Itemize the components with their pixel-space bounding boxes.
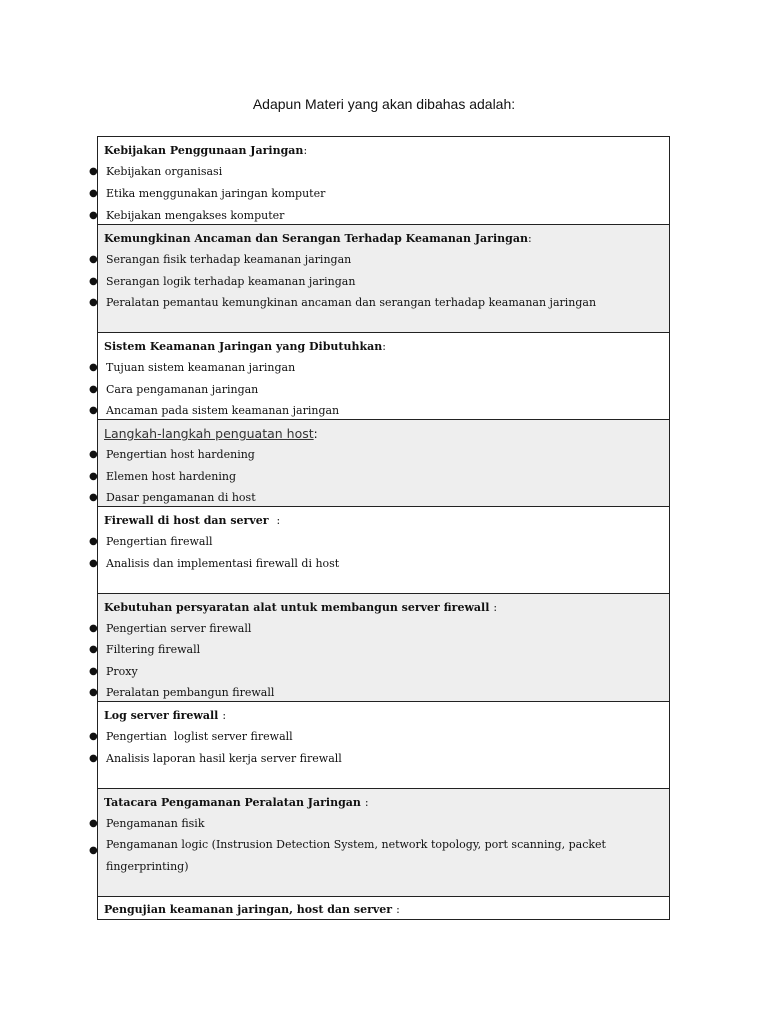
section-heading-text: Langkah-langkah penguatan host (104, 426, 314, 441)
section-heading (104, 796, 369, 809)
list-item-text: Serangan logik terhadap keamanan jaringan (106, 275, 356, 288)
page-title: Adapun Materi yang akan dibahas adalah: (252, 96, 516, 112)
section-heading (104, 709, 226, 722)
section-heading (104, 903, 400, 916)
section-heading-colon: : (382, 340, 386, 353)
bullet-icon: ● (89, 644, 98, 655)
list-item-text: Elemen host hardening (106, 470, 237, 483)
bullet-icon: ● (89, 536, 98, 547)
bullet-icon: ● (89, 623, 98, 634)
bullet-icon: ● (89, 405, 98, 416)
list-item-text: Kebijakan organisasi (106, 165, 223, 178)
section-heading-colon: : (527, 232, 532, 245)
list-item-text: Pengertian loglist server firewall (106, 730, 293, 743)
section-heading-colon: : (364, 796, 369, 809)
list-item-text: Peralatan pembangun firewall (106, 686, 275, 699)
list-item-text: Cara pengamanan jaringan (106, 383, 259, 396)
bullet-icon: ● (89, 276, 98, 287)
section-heading (104, 144, 307, 157)
list-item-text: Pengamanan fisik (106, 817, 205, 830)
list-item-text: Pengertian server firewall (106, 622, 252, 635)
list-item (89, 557, 340, 570)
bullet-icon: ● (89, 254, 98, 265)
section-heading-colon: : (313, 427, 318, 441)
list-item (89, 209, 285, 222)
section-heading (104, 426, 318, 441)
section-heading-text: Pengujian keamanan jaringan, host dan server (104, 903, 393, 916)
list-item (89, 404, 340, 417)
list-item-text: Pengertian firewall (106, 535, 213, 548)
bullet-icon: ● (89, 297, 98, 308)
list-item (89, 686, 275, 699)
list-item (89, 665, 138, 678)
list-item-text: Pengertian host hardening (106, 448, 255, 461)
list-item (89, 730, 293, 743)
section-heading-text: Sistem Keamanan Jaringan yang Dibutuhkan (104, 340, 383, 353)
list-item (89, 643, 201, 656)
list-item (89, 165, 223, 178)
section-heading-text: Tatacara Pengamanan Peralatan Jaringan (104, 796, 361, 809)
list-item (89, 817, 205, 830)
section-kebijakan-penggunaan (89, 137, 669, 224)
section-langkah-penguatan-host (89, 419, 669, 506)
list-item (89, 535, 213, 548)
list-item-text: Serangan fisik terhadap keamanan jaringan (106, 253, 352, 266)
section-heading (104, 514, 280, 527)
list-item-text: Filtering firewall (106, 643, 201, 656)
section-firewall-host-server (89, 506, 669, 593)
list-item (89, 622, 252, 635)
list-item (89, 470, 237, 483)
bullet-icon: ● (89, 818, 98, 829)
list-item (89, 296, 597, 309)
bullet-icon: ● (89, 166, 98, 177)
section-sistem-keamanan (89, 332, 669, 419)
list-item-text: Etika menggunakan jaringan komputer (106, 187, 326, 200)
list-item-text: Pengamanan logic (Instrusion Detection System, network topology, port scanning, packet fingerprinting) (106, 838, 606, 873)
list-item-text: Proxy (106, 665, 138, 678)
section-tatacara-pengamanan (89, 788, 669, 896)
section-heading-text: Kemungkinan Ancaman dan Serangan Terhadap Keamanan Jaringan (104, 232, 528, 245)
section-kemungkinan-ancaman (89, 224, 669, 332)
section-pengujian-keamanan (98, 896, 669, 919)
list-item-text: Analisis laporan hasil kerja server firewall (106, 752, 342, 765)
section-heading-text: Kebijakan Penggunaan Jaringan (104, 144, 304, 157)
section-heading-colon: : (493, 601, 498, 614)
bullet-icon: ● (89, 384, 98, 395)
bullet-icon: ● (89, 471, 98, 482)
list-item-text: Analisis dan implementasi firewall di host (106, 557, 340, 570)
list-item-text: Ancaman pada sistem keamanan jaringan (106, 404, 340, 417)
list-item (89, 448, 255, 461)
bullet-icon: ● (89, 731, 98, 742)
bullet-icon: ● (89, 666, 98, 677)
section-heading (104, 340, 386, 353)
bullet-icon: ● (89, 492, 98, 503)
list-item (89, 187, 326, 200)
list-item-text: Peralatan pemantau kemungkinan ancaman dan serangan terhadap keamanan jaringan (106, 296, 597, 309)
bullet-icon: ● (89, 362, 98, 373)
section-heading-colon: : (396, 903, 400, 916)
section-heading (104, 601, 497, 614)
bullet-icon: ● (89, 845, 98, 856)
list-item-text: Kebijakan mengakses komputer (106, 209, 285, 222)
section-log-server-firewall (89, 701, 669, 788)
section-heading-colon: : (276, 514, 281, 527)
bullet-icon: ● (89, 687, 98, 698)
list-item-text: Tujuan sistem keamanan jaringan (106, 361, 296, 374)
bullet-icon: ● (89, 210, 98, 221)
section-kebutuhan-persyaratan (89, 593, 669, 701)
list-item (89, 491, 256, 504)
list-item (89, 834, 661, 878)
bullet-icon: ● (89, 449, 98, 460)
bullet-icon: ● (89, 558, 98, 569)
bullet-icon: ● (89, 188, 98, 199)
section-heading-text: Kebutuhan persyaratan alat untuk membangun server firewall (104, 601, 490, 614)
section-heading-colon: : (222, 709, 227, 722)
bullet-icon: ● (89, 753, 98, 764)
list-item (89, 361, 296, 374)
list-item (89, 253, 352, 266)
materi-table (89, 136, 670, 920)
section-heading-colon: : (303, 144, 308, 157)
section-heading-text: Log server firewall (104, 709, 219, 722)
list-item-text: Dasar pengamanan di host (106, 491, 256, 504)
list-item (89, 383, 259, 396)
list-item (89, 275, 356, 288)
section-heading (104, 232, 532, 245)
section-heading-text: Firewall di host dan server (104, 514, 269, 527)
list-item (89, 752, 342, 765)
